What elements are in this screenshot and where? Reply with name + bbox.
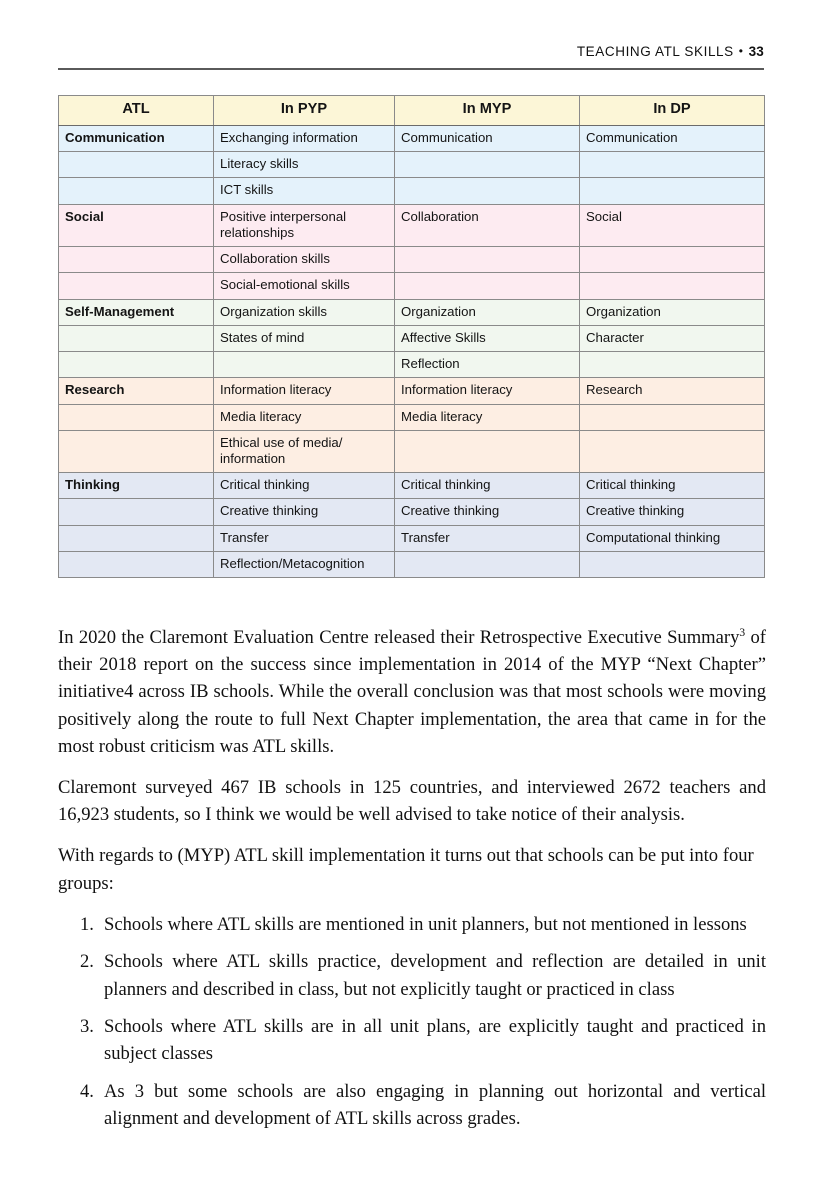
cell-in-dp	[580, 551, 765, 577]
cell-atl	[59, 178, 214, 204]
column-header-in-myp: In MYP	[395, 96, 580, 126]
header-divider	[58, 68, 764, 70]
list-item: As 3 but some schools are also engaging in planning out horizontal and vertical alignment and development of ATL skills across grades.	[104, 1080, 766, 1130]
cell-atl	[59, 247, 214, 273]
table-row	[59, 551, 765, 577]
cell-atl: Self-Management	[59, 299, 214, 325]
cell-in-dp: Research	[580, 378, 765, 404]
paragraph-1-text-b: of their 2018 report on the success since implementation in 2014 of the MYP “Next Chapter” initiative4 across IB schools. While the overall conclusion was that most schools were moving positively along the route to full Next Chapter implementation, the area that came in for the most robust criticism was ATL skills.	[58, 627, 766, 757]
table-row	[59, 325, 765, 351]
cell-in-myp: Transfer	[395, 525, 580, 551]
table-row	[59, 152, 765, 178]
column-header-in-pyp: In PYP	[214, 96, 395, 126]
cell-in-myp: Critical thinking	[395, 473, 580, 499]
cell-in-pyp: Creative thinking	[214, 499, 395, 525]
table-row	[59, 204, 765, 246]
cell-in-dp	[580, 404, 765, 430]
cell-in-dp	[580, 152, 765, 178]
cell-atl: Communication	[59, 125, 214, 151]
cell-atl	[59, 499, 214, 525]
table-row	[59, 378, 765, 404]
cell-in-pyp: Media literacy	[214, 404, 395, 430]
table-header	[59, 96, 765, 126]
cell-in-dp: Critical thinking	[580, 473, 765, 499]
paragraph-claremont-report	[58, 624, 766, 760]
cell-atl	[59, 352, 214, 378]
cell-in-dp: Communication	[580, 125, 765, 151]
cell-in-dp: Character	[580, 325, 765, 351]
table-row	[59, 352, 765, 378]
cell-atl	[59, 404, 214, 430]
cell-in-dp: Organization	[580, 299, 765, 325]
table-row	[59, 273, 765, 299]
paragraph-survey-stats: Claremont surveyed 467 IB schools in 125 countries, and interviewed 2672 teachers and 16,923 students, so I think we would be well advised to take notice of their analysis.	[58, 777, 766, 826]
cell-in-pyp: Ethical use of media/ information	[214, 430, 395, 472]
cell-in-myp	[395, 430, 580, 472]
cell-in-myp	[395, 273, 580, 299]
table-row	[59, 473, 765, 499]
cell-atl	[59, 551, 214, 577]
cell-in-pyp	[214, 352, 395, 378]
cell-in-myp	[395, 152, 580, 178]
cell-in-myp: Information literacy	[395, 378, 580, 404]
running-header-title: TEACHING ATL SKILLS	[576, 44, 734, 59]
table-header-row	[59, 96, 765, 126]
column-header-in-dp: In DP	[580, 96, 765, 126]
atl-skills-table-container	[58, 95, 764, 578]
cell-atl: Research	[59, 378, 214, 404]
cell-atl	[59, 525, 214, 551]
cell-atl	[59, 325, 214, 351]
list-item: Schools where ATL skills practice, development and reflection are detailed in unit planners and described in class, but not explicitly taught or practiced in class	[104, 951, 766, 1000]
cell-atl	[59, 152, 214, 178]
cell-in-myp: Communication	[395, 125, 580, 151]
cell-in-pyp: Social-emotional skills	[214, 273, 395, 299]
table-row	[59, 178, 765, 204]
cell-in-pyp: Information literacy	[214, 378, 395, 404]
cell-in-myp: Collaboration	[395, 204, 580, 246]
running-header	[58, 44, 764, 59]
cell-in-pyp: Transfer	[214, 525, 395, 551]
cell-in-myp: Creative thinking	[395, 499, 580, 525]
cell-in-myp: Organization	[395, 299, 580, 325]
table-row	[59, 125, 765, 151]
running-header-separator: •	[738, 44, 744, 58]
cell-in-pyp: Positive interpersonal relationships	[214, 204, 395, 246]
cell-in-pyp: Critical thinking	[214, 473, 395, 499]
table-row	[59, 430, 765, 472]
table-body	[59, 125, 765, 577]
cell-in-pyp: Exchanging information	[214, 125, 395, 151]
cell-in-myp: Reflection	[395, 352, 580, 378]
cell-in-dp: Social	[580, 204, 765, 246]
cell-in-myp: Media literacy	[395, 404, 580, 430]
cell-in-pyp: ICT skills	[214, 178, 395, 204]
body-text	[58, 624, 766, 1133]
cell-in-pyp: Reflection/Metacognition	[214, 551, 395, 577]
cell-in-myp	[395, 551, 580, 577]
cell-in-dp: Computational thinking	[580, 525, 765, 551]
table-row	[59, 499, 765, 525]
cell-in-pyp: Literacy skills	[214, 152, 395, 178]
atl-skills-table	[58, 95, 765, 578]
cell-atl: Thinking	[59, 473, 214, 499]
cell-in-myp: Affective Skills	[395, 325, 580, 351]
table-row	[59, 404, 765, 430]
footnote-marker-3: 3	[739, 626, 746, 639]
cell-atl	[59, 273, 214, 299]
table-row	[59, 247, 765, 273]
column-header-atl: ATL	[59, 96, 214, 126]
cell-in-dp	[580, 430, 765, 472]
list-item: Schools where ATL skills are mentioned in unit planners, but not mentioned in lessons	[104, 913, 747, 935]
cell-in-dp	[580, 352, 765, 378]
table-row	[59, 525, 765, 551]
cell-in-dp	[580, 178, 765, 204]
cell-in-pyp: Organization skills	[214, 299, 395, 325]
paragraph-four-groups-intro: With regards to (MYP) ATL skill implementation it turns out that schools can be put into four groups:	[58, 845, 754, 894]
cell-in-dp	[580, 273, 765, 299]
page-number: 33	[748, 44, 764, 59]
paragraph-1-text-a: In 2020 the Claremont Evaluation Centre released their Retrospective Executive Summary	[58, 627, 740, 648]
cell-in-pyp: States of mind	[214, 325, 395, 351]
cell-atl	[59, 430, 214, 472]
list-item: Schools where ATL skills are in all unit plans, are explicitly taught and practiced in subject classes	[104, 1016, 766, 1065]
cell-in-dp	[580, 247, 765, 273]
cell-in-pyp: Collaboration skills	[214, 247, 395, 273]
cell-in-dp: Creative thinking	[580, 499, 765, 525]
table-row	[59, 299, 765, 325]
cell-atl: Social	[59, 204, 214, 246]
cell-in-myp	[395, 178, 580, 204]
cell-in-myp	[395, 247, 580, 273]
school-groups-list	[58, 911, 766, 1133]
